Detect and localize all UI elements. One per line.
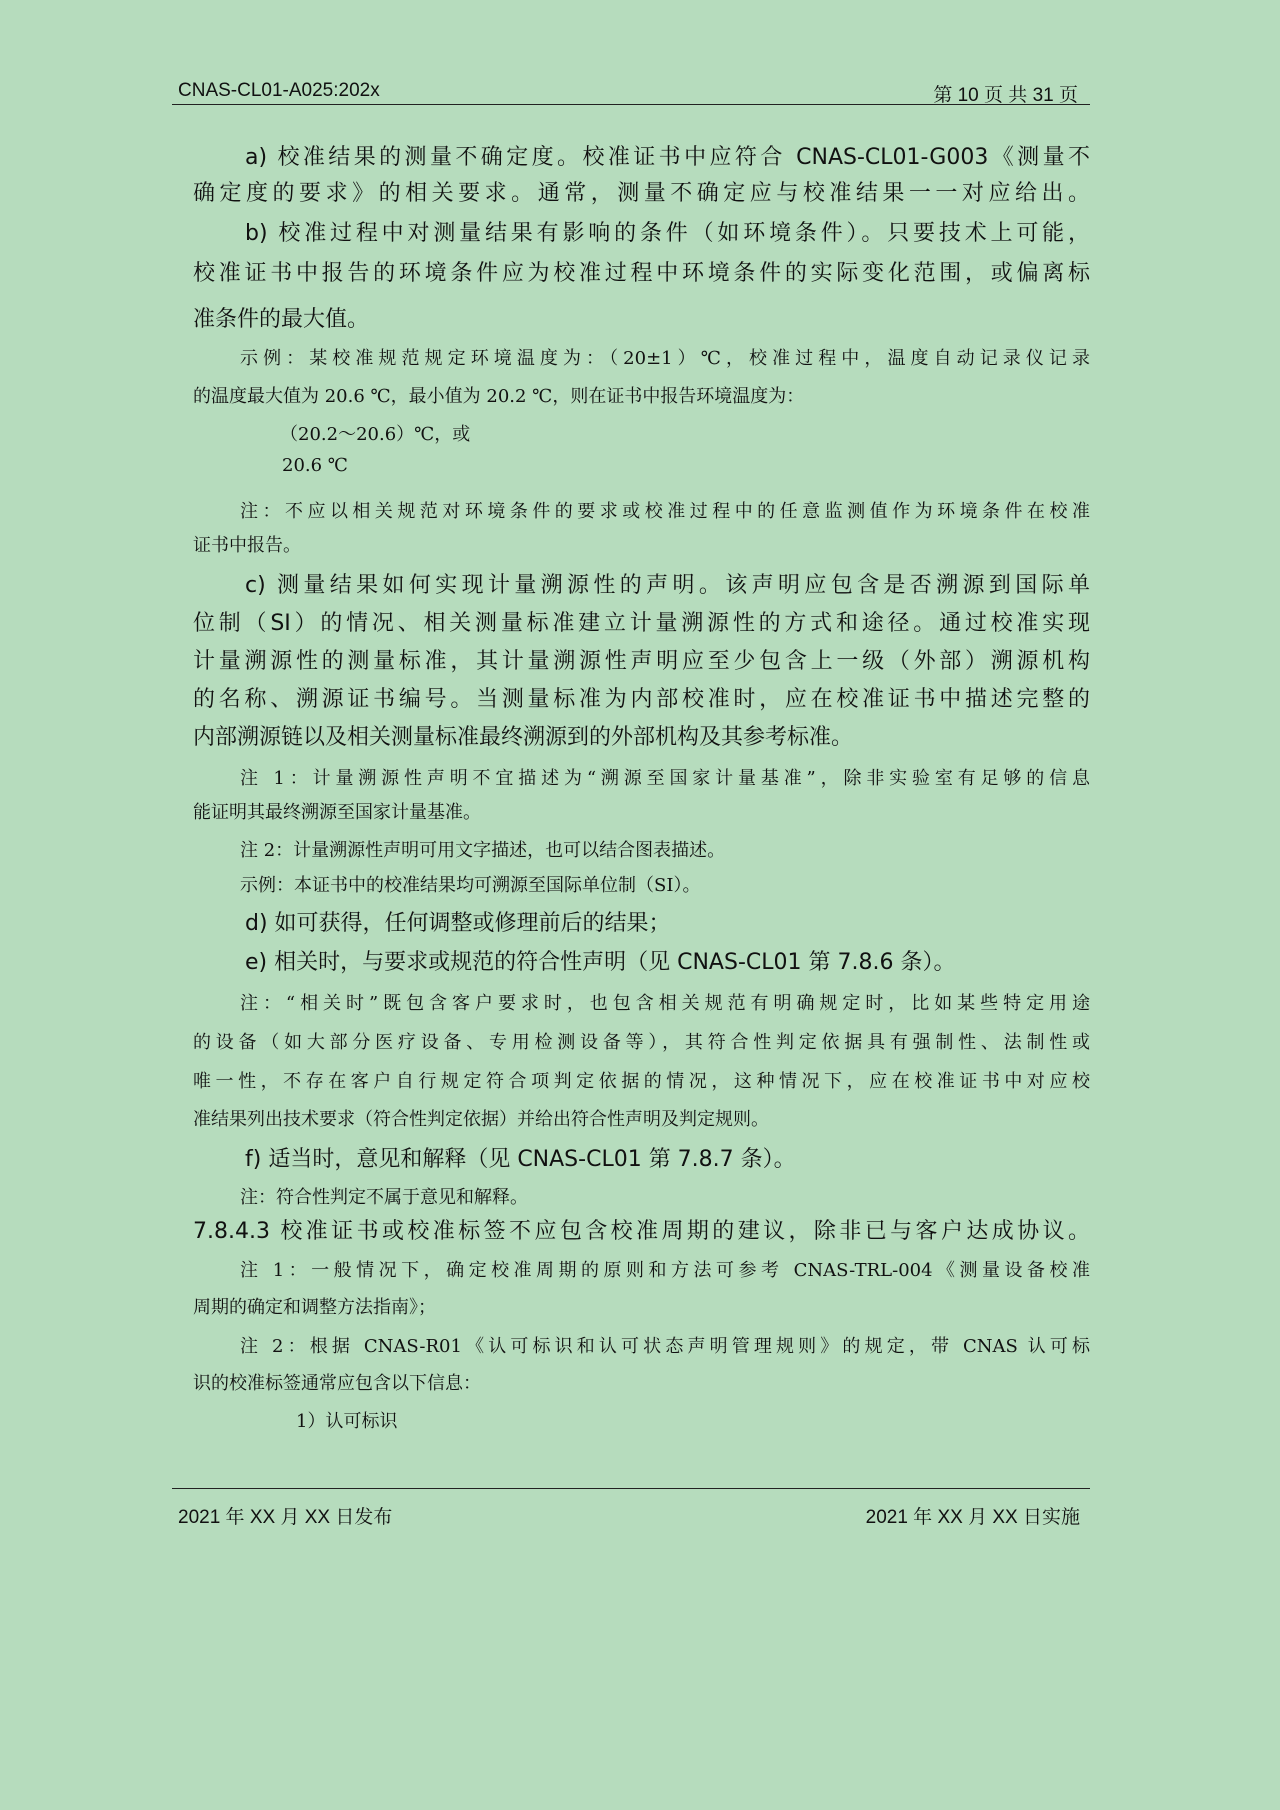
note-line: 注：符合性判定不属于意见和解释。 (240, 1187, 528, 1208)
paragraph-line: 校准证书中报告的环境条件应为校准过程中环境条件的实际变化范围，或偏离标 (193, 261, 1090, 286)
header-rule (172, 104, 1090, 105)
note-line: 1）认可标识 (296, 1411, 398, 1432)
note-line: 注 2：计量溯源性声明可用文字描述，也可以结合图表描述。 (240, 840, 726, 861)
note-line: 注 1：一般情况下，确定校准周期的原则和方法可参考 CNAS-TRL-004《测量设备校准 (240, 1260, 1090, 1281)
note-line: 注：不应以相关规范对环境条件的要求或校准过程中的任意监测值作为环境条件在校准 (240, 501, 1090, 522)
note-line: 证书中报告。 (193, 535, 301, 556)
paragraph-line: 的名称、溯源证书编号。当测量标准为内部校准时，应在校准证书中描述完整的 (193, 687, 1090, 712)
note-line: 的温度最大值为 20.6 ℃，最小值为 20.2 ℃，则在证书中报告环境温度为： (193, 386, 805, 407)
paragraph-line: 内部溯源链以及相关测量标准最终溯源到的外部机构及其参考标准。 (193, 725, 854, 750)
paragraph-line: f) 适当时，意见和解释（见 CNAS-CL01 第 7.8.7 条）。 (245, 1147, 796, 1172)
footer-effective: 2021 年 XX 月 XX 日实施 (865, 1507, 1080, 1528)
paragraph-line: c) 测量结果如何实现计量溯源性的声明。该声明应包含是否溯源到国际单 (245, 573, 1090, 598)
note-line: 识的校准标签通常应包含以下信息： (193, 1373, 481, 1394)
paragraph-line: b) 校准过程中对测量结果有影响的条件（如环境条件）。只要技术上可能， (245, 221, 1090, 246)
footer-published: 2021 年 XX 月 XX 日发布 (178, 1507, 393, 1528)
footer-rule (172, 1488, 1090, 1489)
paragraph-line: 7.8.4.3 校准证书或校准标签不应包含校准周期的建议，除非已与客户达成协议。 (193, 1219, 1090, 1244)
paragraph-line: a) 校准结果的测量不确定度。校准证书中应符合 CNAS-CL01-G003《测量不 (245, 145, 1090, 170)
note-line: 示例：某校准规范规定环境温度为：（20±1）℃，校准过程中，温度自动记录仪记录 (240, 348, 1090, 369)
header-doc-code: CNAS-CL01-A025:202x (178, 80, 380, 101)
paragraph-line: 确定度的要求》的相关要求。通常，测量不确定应与校准结果一一对应给出。 (193, 181, 1090, 206)
note-line: 周期的确定和调整方法指南》； (193, 1297, 436, 1318)
note-line: 的设备（如大部分医疗设备、专用检测设备等），其符合性判定依据具有强制性、法制性或 (193, 1032, 1090, 1053)
note-line: （20.2～20.6）℃，或 (280, 424, 471, 445)
note-line: 注 1：计量溯源性声明不宜描述为“溯源至国家计量基准”，除非实验室有足够的信息 (240, 768, 1090, 789)
note-line: 注 2：根据 CNAS-R01《认可标识和认可状态声明管理规则》的规定，带 CNAS 认可标 (240, 1336, 1090, 1357)
paragraph-line: e) 相关时，与要求或规范的符合性声明（见 CNAS-CL01 第 7.8.6 条）。 (245, 950, 956, 975)
note-line: 能证明其最终溯源至国家计量基准。 (193, 802, 481, 823)
paragraph-line: 位制（SI）的情况、相关测量标准建立计量溯源性的方式和途径。通过校准实现 (193, 611, 1090, 636)
paragraph-line: d) 如可获得，任何调整或修理前后的结果； (245, 911, 671, 936)
note-line: 20.6 ℃ (282, 455, 348, 476)
note-line: 示例：本证书中的校准结果均可溯源至国际单位制（SI）。 (240, 875, 701, 896)
paragraph-line: 计量溯源性的测量标准，其计量溯源性声明应至少包含上一级（外部）溯源机构 (193, 649, 1090, 674)
note-line: 唯一性，不存在客户自行规定符合项判定依据的情况，这种情况下，应在校准证书中对应校 (193, 1071, 1090, 1092)
note-line: 注：“相关时”既包含客户要求时，也包含相关规范有明确规定时，比如某些特定用途 (240, 993, 1090, 1014)
header-page-info: 第 10 页 共 31 页 (933, 85, 1078, 106)
paragraph-line: 准条件的最大值。 (193, 307, 370, 332)
note-line: 准结果列出技术要求（符合性判定依据）并给出符合性声明及判定规则。 (193, 1109, 769, 1130)
